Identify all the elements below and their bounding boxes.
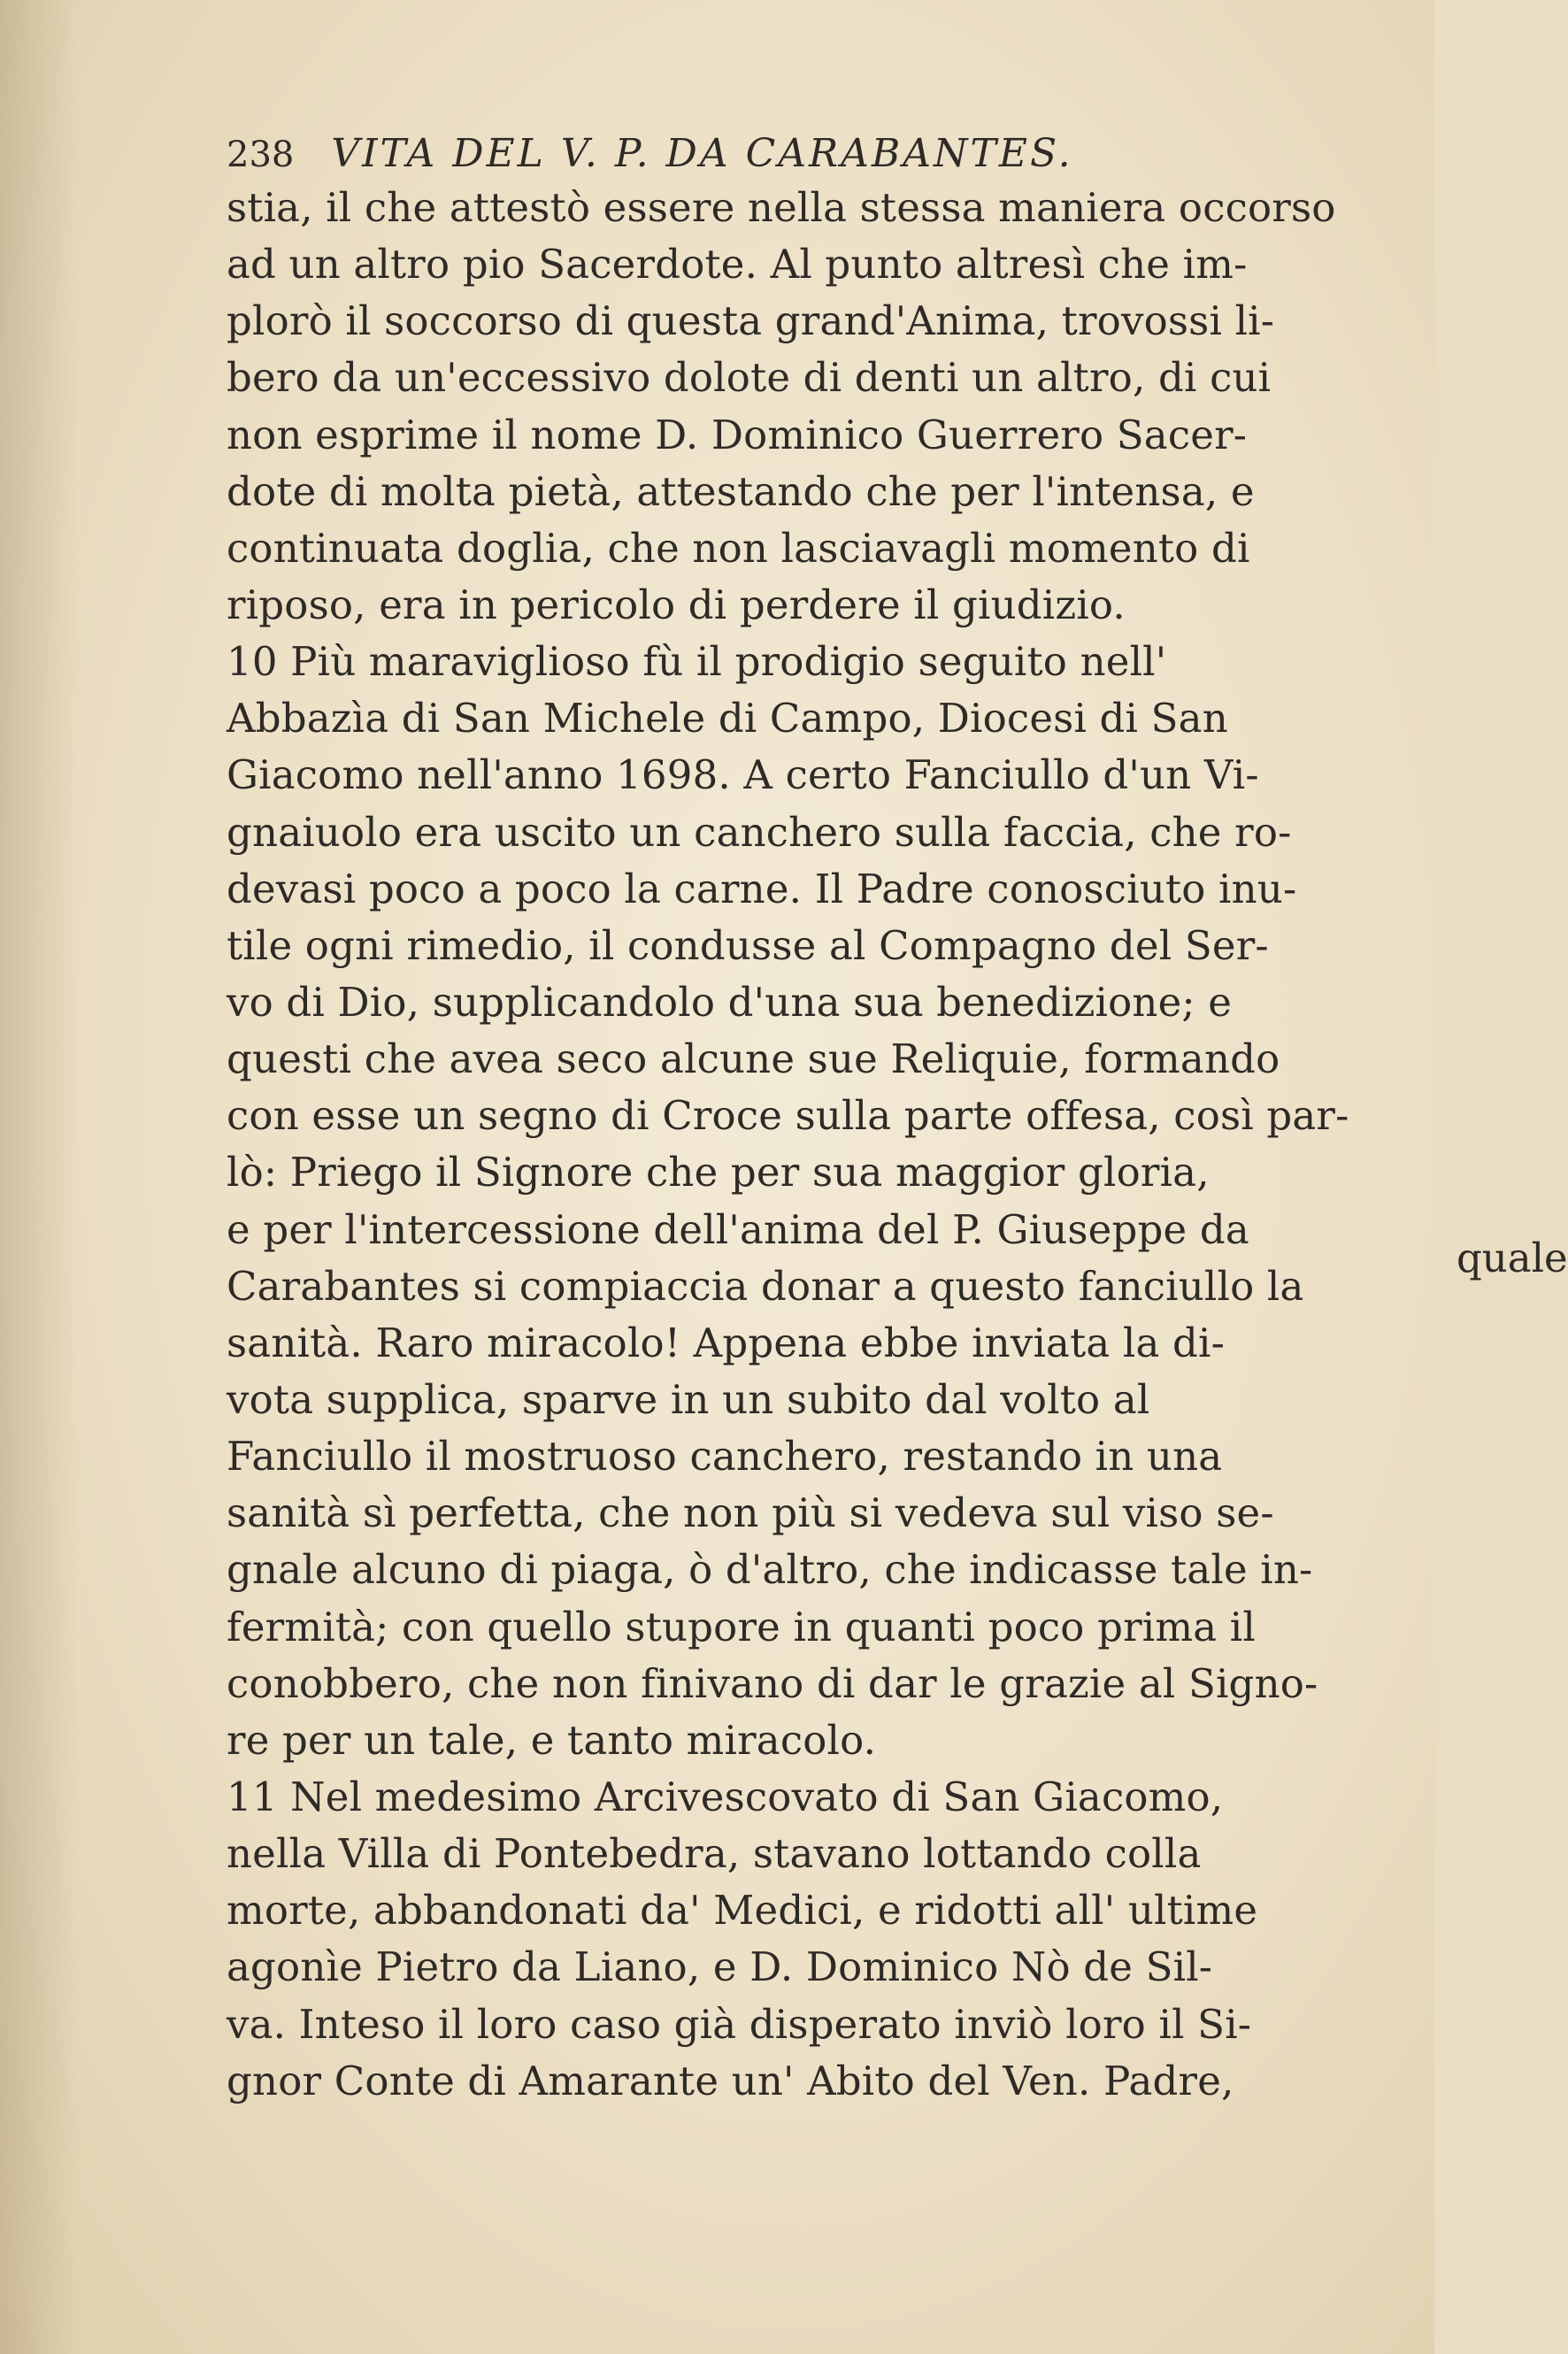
text-line: tile ogni rimedio, il condusse al Compagno del Ser- (227, 921, 1269, 969)
text-line: ad un altro pio Sacerdote. Al punto altresì che im- (227, 241, 1248, 288)
page-number: 238 (227, 135, 295, 175)
text-line: re per un tale, e tanto miracolo. (227, 1716, 877, 1764)
text-line: gnale alcuno di piaga, ò d'altro, che indicasse tale in- (227, 1546, 1313, 1594)
text-line: bero da un'eccessivo dolote di denti un altro, di cui (227, 354, 1272, 402)
text-line: Fanciullo il mostruoso canchero, restando in una (227, 1433, 1223, 1481)
text-line: fermità; con quello stupore in quanti poco prima il (227, 1603, 1256, 1650)
text-line: devasi poco a poco la carne. Il Padre conosciuto inu- (227, 865, 1297, 912)
running-head-title: VITA DEL V. P. DA CARABANTES. (331, 131, 1073, 176)
text-line: riposo, era in pericolo di perdere il giudizio. (227, 581, 1126, 628)
text-line: nella Villa di Pontebedra, stavano lottando colla (227, 1830, 1202, 1878)
text-line: plorò il soccorso di questa grand'Anima, trovossi li- (227, 297, 1275, 345)
text-line: agonìe Pietro da Liano, e D. Dominico Nò de Sil- (227, 1943, 1213, 1991)
text-line: morte, abbandonati da' Medici, e ridotti all' ultime (227, 1887, 1258, 1935)
text-line: gnor Conte di Amarante un' Abito del Ven. Padre, (227, 2057, 1234, 2104)
running-head (227, 128, 1412, 180)
text-line: sanità sì perfetta, che non più si vedeva sul viso se- (227, 1489, 1274, 1537)
text-line: conobbero, che non finivano di dar le grazie al Signo- (227, 1659, 1318, 1707)
text-line: Abbazìa di San Michele di Campo, Diocesi di San (227, 695, 1228, 742)
text-line: non esprime il nome D. Dominico Guerrero Sacer- (227, 411, 1248, 458)
text-line: Carabantes si compiaccia donar a questo fanciullo la (227, 1262, 1304, 1310)
page-text-block (227, 128, 1568, 2110)
text-line: va. Inteso il loro caso già disperato inviò loro il Si- (227, 2000, 1252, 2048)
text-line: 11 Nel medesimo Arcivescovato di San Giacomo, (227, 1773, 1224, 1820)
text-line: lò: Priego il Signore che per sua maggior gloria, (227, 1149, 1210, 1196)
text-line: sanità. Raro miracolo! Appena ebbe inviata la di- (227, 1319, 1226, 1366)
text-line: continuata doglia, che non lasciavagli momento di (227, 524, 1250, 572)
text-line: Giacomo nell'anno 1698. A certo Fanciullo d'un Vi- (227, 751, 1259, 799)
text-line: 10 Più maraviglioso fù il prodigio seguito nell' (227, 638, 1167, 686)
text-line: vota supplica, sparve in un subito dal volto al (227, 1375, 1150, 1423)
catchword: quale (1457, 1235, 1568, 1281)
text-line: gnaiuolo era uscito un canchero sulla faccia, che ro- (227, 808, 1292, 856)
text-line: con esse un segno di Croce sulla parte offesa, così par- (227, 1092, 1349, 1140)
text-line: e per l'intercessione dell'anima del P. Giuseppe da (227, 1205, 1249, 1253)
page-gutter-shadow (0, 0, 80, 2354)
text-line: stia, il che attestò essere nella stessa maniera occorso (227, 184, 1336, 231)
text-line: dote di molta pietà, attestando che per l'intensa, e (227, 467, 1255, 515)
text-line: vo di Dio, supplicandolo d'una sua benedizione; e (227, 978, 1233, 1026)
text-line: questi che avea seco alcune sue Reliquie, formando (227, 1035, 1280, 1083)
